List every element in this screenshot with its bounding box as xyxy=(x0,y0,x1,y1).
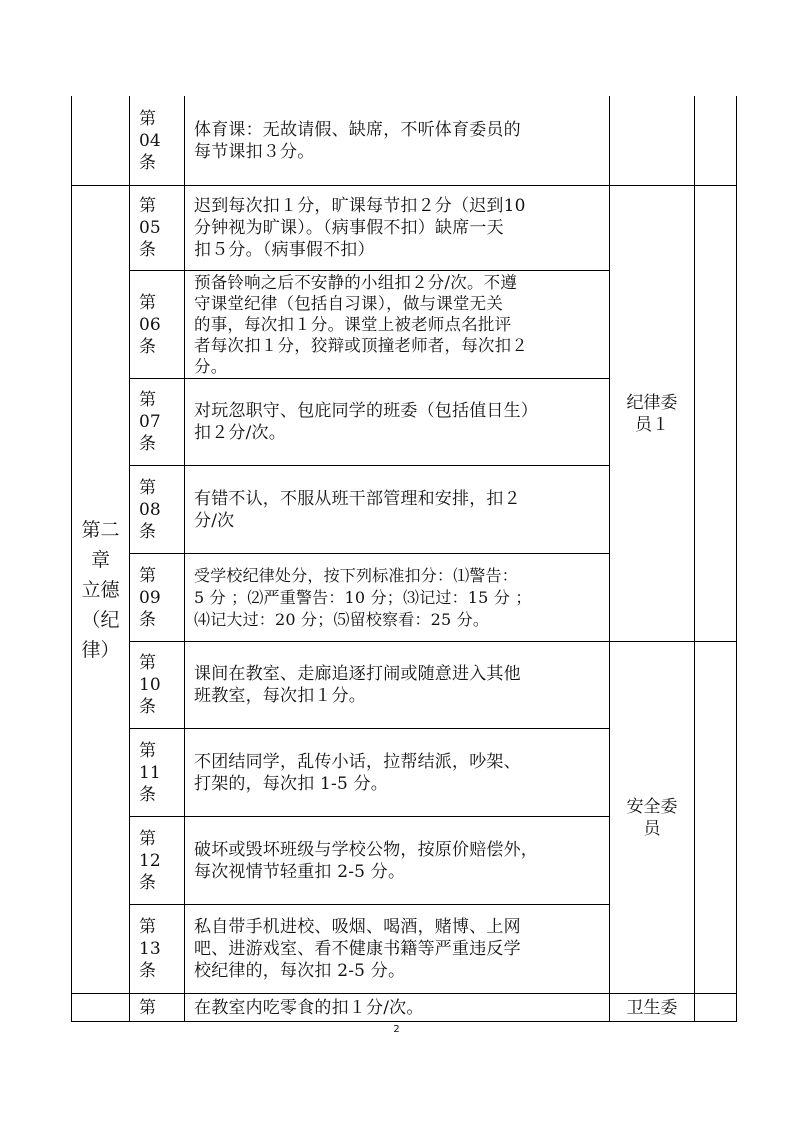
article-text: 迟到每次扣１分，旷课每节扣２分（迟到10 分钟视为旷课）。（病事假不扣）缺席一天 扣５分。（病事假不扣） xyxy=(194,196,526,260)
article-number: 第 04 条 xyxy=(139,108,161,173)
responsible-hygiene: 卫生委 xyxy=(626,997,678,1018)
article-text: 受学校纪律处分，按下列标准扣分：⑴警告： 5 分 ；⑵严重警告：10 分；⑶记过：15 分 ； ⑷记大过：20 分；⑸留校察看：25 分。 xyxy=(194,565,532,629)
article-text: 课间在教室、走廊追逐打闹或随意进入其他 班教室，每次扣１分。 xyxy=(194,664,521,706)
article-number: 第 05 条 xyxy=(139,196,161,260)
responsible-discipline: 纪律委 员１ xyxy=(626,392,678,435)
chapter-line: 第二 xyxy=(81,518,120,541)
table-border-right xyxy=(736,96,737,1021)
article-text: 有错不认，不服从班干部管理和安排，扣２ 分/次 xyxy=(194,488,521,531)
chapter-cell xyxy=(72,186,129,993)
table-border-bottom xyxy=(71,1021,737,1022)
responsible-safety: 安全委 员 xyxy=(626,796,678,839)
chapter-line: 律） xyxy=(81,638,120,661)
table-divider-responsible xyxy=(694,96,695,1021)
article-number: 第 06 条 xyxy=(139,292,161,357)
article-number: 第 10 条 xyxy=(139,653,161,717)
article-number: 第 09 条 xyxy=(139,565,161,630)
article-text: 破坏或毁坏班级与学校公物，按原价赔偿外， 每次视情节轻重扣 2-5 分。 xyxy=(194,839,538,882)
chapter-line: 章 xyxy=(90,548,110,571)
chapter-line: （纪 xyxy=(81,608,120,631)
article-number: 第 13 条 xyxy=(139,917,161,981)
article-text: 不团结同学，乱传小话，拉帮结派，吵架、 打架的，每次扣 1-5 分。 xyxy=(194,751,521,794)
chapter-line: 立德 xyxy=(81,578,120,601)
article-number: 第 08 条 xyxy=(139,477,161,542)
article-text: 对玩忽职守、包庇同学的班委（包括值日生） 扣２分/次。 xyxy=(194,401,538,443)
article-text: 私自带手机进校、吸烟、喝酒，赌博、上网 吧、进游戏室、看不健康书籍等严重违反学 校纪律的，每次扣 2-5 分。 xyxy=(194,917,521,981)
page-number: 2 xyxy=(393,1024,400,1035)
article-text: 体育课：无故请假、缺席，不听体育委员的 每节课扣３分。 xyxy=(194,119,521,162)
article-number: 第 12 条 xyxy=(139,828,161,893)
article-text: 在教室内吃零食的扣１分/次。 xyxy=(194,997,424,1018)
article-number: 第 11 条 xyxy=(139,740,161,805)
article-number: 第 xyxy=(139,997,156,1018)
article-number: 第 07 条 xyxy=(139,390,161,454)
article-text: 预备铃响之后不安静的小组扣２分/次。不遵 守课堂纪律（包括自习课），做与课堂无关 的事，每次扣１分。课堂上被老师点名批评 者每次扣１分，狡辩或顶撞老师者，每次扣２ 分。 xyxy=(194,273,528,376)
